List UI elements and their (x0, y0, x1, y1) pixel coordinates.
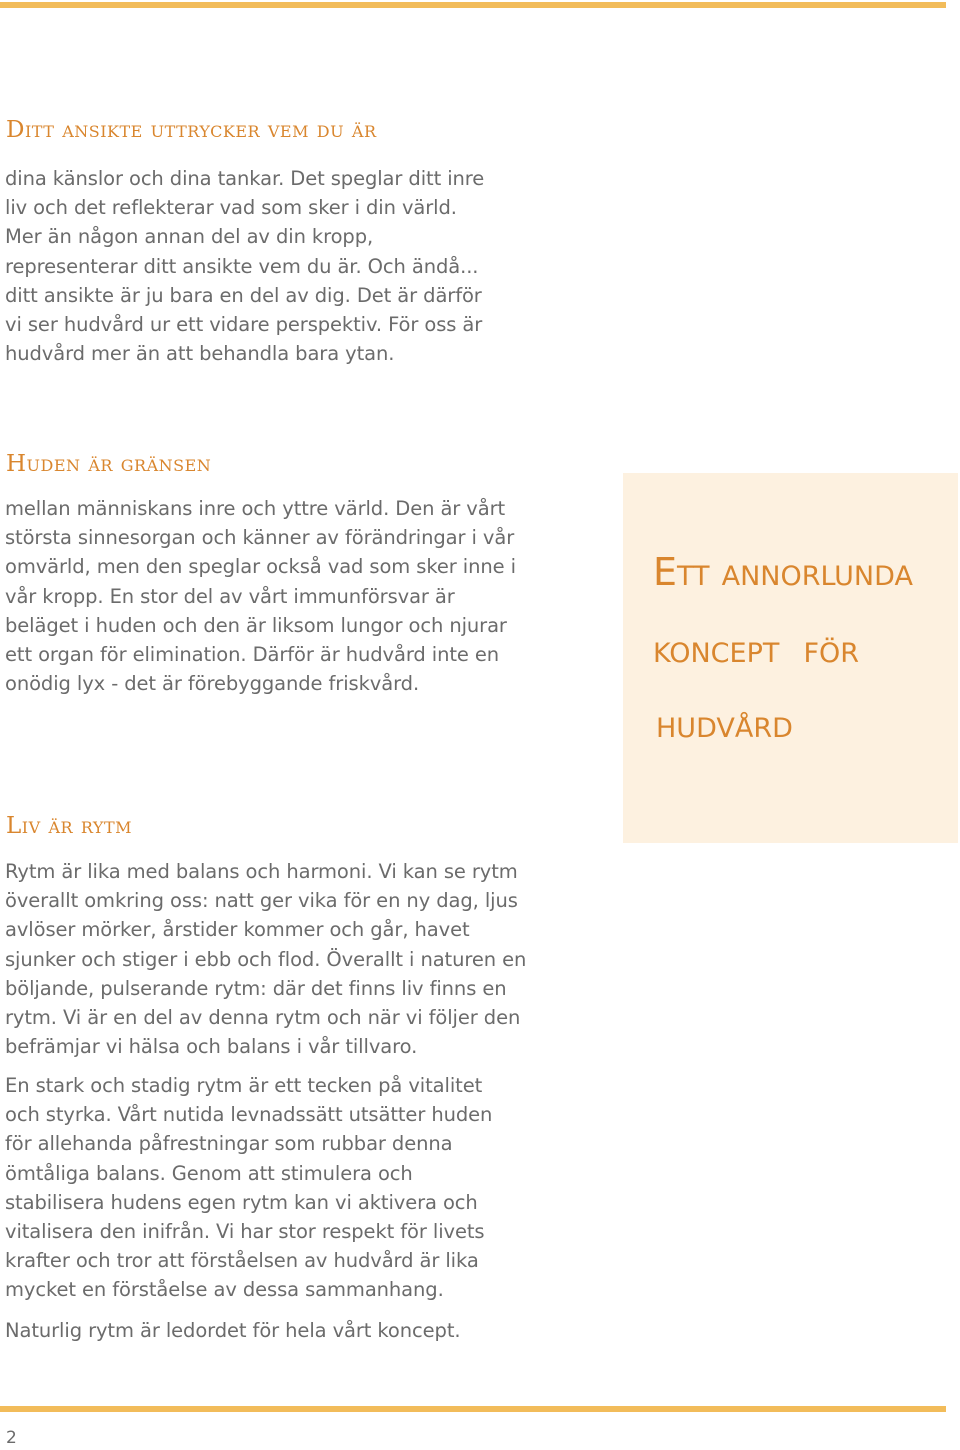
pull-quote-line-3: hudvård (656, 702, 793, 746)
paragraph-rytm-2: En stark och stadig rytm är ett tecken på vitalitet och styrka. Vårt nutida levnadssätt utsätter huden för allehanda påfrestningar som rubbar denna ömtåliga balans. Genom att stimulera och stabilisera hudens egen rytm kan vi aktivera och vitalisera den inifrån. Vi har stor respekt för livets krafter och tror att förståelsen av hudvård är lika mycket en förståelse av dessa sammanhang. (5, 1074, 493, 1302)
pull-quote-line-1: Ett annorlunda (653, 550, 913, 594)
section-heading-rytm: Liv är rytm (6, 813, 133, 839)
section-heading-ansikte: Ditt ansikte uttrycker vem du är (6, 117, 377, 143)
paragraph-ansikte: dina känslor och dina tankar. Det speglar ditt inre liv och det reflekterar vad som sker i din värld. Mer än någon annan del av din kropp, representerar ditt ansikte vem du är. Och ändå... ditt ansikte är ju bara en del av dig. Det är därför vi ser hudvård ur ett vidare perspektiv. För oss är hudvård mer än att behandla bara ytan. (5, 167, 485, 366)
section-heading-huden: Huden är gränsen (6, 451, 212, 477)
top-rule (0, 2, 946, 8)
paragraph-rytm-3: Naturlig rytm är ledordet för hela vårt koncept. (5, 1319, 461, 1342)
page-number: 2 (6, 1428, 17, 1448)
paragraph-rytm-1: Rytm är lika med balans och harmoni. Vi kan se rytm överallt omkring oss: natt ger vika för en ny dag, ljus avlöser mörker, årstider kommer och går, havet sjunker och stiger i ebb och flod. Överallt i naturen en böljande, pulserande rytm: där det finns liv finns en rytm. Vi är en del av denna rytm och när vi följer den befrämjar vi hälsa och balans i vår tillvaro. (5, 860, 527, 1059)
pull-quote-box (623, 473, 958, 843)
bottom-rule (0, 1406, 946, 1412)
pull-quote-line-2: koncept för (653, 627, 860, 671)
paragraph-huden: mellan människans inre och yttre värld. Den är vårt största sinnesorgan och känner av förändringar i vår omvärld, men den speglar också vad som sker inne i vår kropp. En stor del av vårt immunförsvar är beläget i huden och den är liksom lungor och njurar ett organ för elimination. Därför är hudvård inte en onödig lyx - det är förebyggande friskvård. (5, 497, 516, 696)
